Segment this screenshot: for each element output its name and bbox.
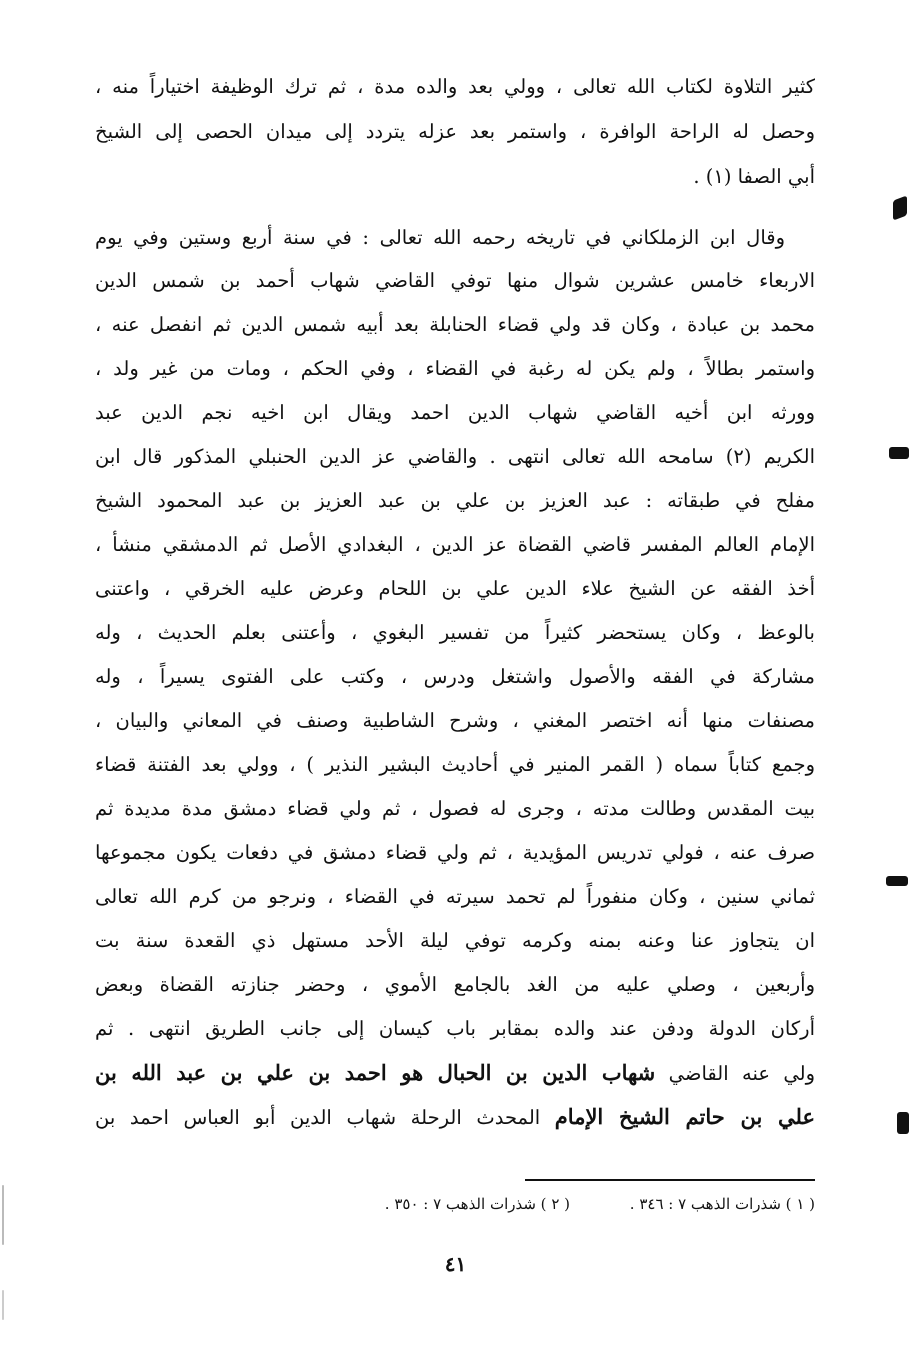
text-line: الاربعاء خامس عشرين شوال منها توفي القاضي شهاب أحمد بن شمس الدين [95,269,815,292]
text-line: الإمام العالم المفسر قاضي القضاة عز الدين ، البغدادي الأصل ثم الدمشقي منشأ ، [95,533,815,556]
footnote-1: ( ١ ) شذرات الذهب ٧ : ٣٤٦ . [629,1195,815,1213]
text-line: بالوعظ ، وكان يستحضر كثيراً من تفسير البغوي ، وأعتنى بعلم الحديث ، وله [95,621,815,644]
text-line: صرف عنه ، فولي تدريس المؤيدية ، ثم ولي قضاء دمشق في دفعات يكون مجموعها [95,841,815,864]
plain-run: المحدث الرحلة شهاب الدين أبو العباس احمد بن [95,1106,555,1129]
text-line: بيت المقدس وطالت مدته ، وجرى له فصول ، ثم ولي قضاء دمشق مدة مديدة ثم [95,797,815,820]
scan-mark [897,1112,909,1134]
text-line: كثير التلاوة لكتاب الله تعالى ، وولي بعد والده مدة ، ثم ترك الوظيفة اختياراً منه ، [95,75,815,98]
text-line: أخذ الفقه عن الشيخ علاء الدين علي بن اللحام وعرض عليه الخرقي ، واعتنى [95,577,815,600]
scan-mark [889,447,909,459]
text-line: وجمع كتاباً سماه ( القمر المنير في أحاديث البشير النذير ) ، وولي بعد الفتنة قضاء [95,753,815,776]
text-line-with-bold [95,1097,815,1137]
text-line: أركان الدولة ودفن عند والده بمقابر باب كيسان إلى جانب الطريق انتهى . ثم [95,1017,815,1040]
text-line: ثماني سنين ، وكان منفوراً لم تحمد سيرته في القضاء ، ونرجو من كرم الله تعالى [95,885,815,908]
scan-edge-line [2,1185,4,1245]
footnote-separator [525,1179,815,1181]
scan-mark [893,195,907,220]
text-line: واستمر بطالاً ، ولم يكن له رغبة في القضاء ، وفي الحكم ، ومات من غير ولد ، [95,357,815,380]
text-line: وأربعين ، وصلي عليه من الغد بالجامع الأموي ، وحضر جنازته القضاة وبعض [95,973,815,996]
scan-edge-line [2,1290,4,1320]
scan-mark [886,876,908,886]
footnote-2: ( ٢ ) شذرات الذهب ٧ : ٣٥٠ . [384,1195,570,1213]
bold-run: علي بن حاتم الشيخ الإمام [554,1104,815,1129]
text-line: الكريم (٢) سامحه الله تعالى انتهى . والقاضي عز الدين الحنبلي المذكور قال ابن [95,445,815,468]
text-line: وحصل له الراحة الوافرة ، واستمر بعد عزله يتردد إلى ميدان الحصى إلى الشيخ [95,120,815,143]
page-number: ٤١ [444,1252,467,1276]
text-line: وورثه ابن أخيه القاضي شهاب الدين احمد ويقال ابن اخيه نجم الدين عبد [95,401,815,424]
text-line: مفلح في طبقاته : عبد العزيز بن علي بن عبد العزيز بن عبد المحمود الشيخ [95,489,815,512]
text-line: ان يتجاوز عنا وعنه بمنه وكرمه توفي ليلة الأحد مستهل ذي القعدة سنة بت [95,929,815,952]
bold-run: شهاب الدين بن الحبال هو احمد بن علي بن عبد الله بن [95,1060,656,1085]
text-line-with-bold [95,1053,815,1093]
text-line: محمد بن عبادة ، وكان قد ولي قضاء الحنابلة بعد أبيه شمس الدين ثم انفصل عنه ، [95,313,815,336]
footnotes [95,1192,815,1216]
text-line: مصنفات منها أنه اختصر المغني ، وشرح الشاطبية وصنف في المعاني والبيان ، [95,709,815,732]
text-line: مشاركة في الفقه والأصول واشتغل ودرس ، وكتب على الفتوى يسيراً ، وله [95,665,815,688]
text-line: وقال ابن الزملكاني في تاريخه رحمه الله تعالى : في سنة أربع وستين وفي يوم [95,226,785,249]
plain-run: ولي عنه القاضي [655,1062,815,1085]
text-line: أبي الصفا (١) . [693,165,815,188]
